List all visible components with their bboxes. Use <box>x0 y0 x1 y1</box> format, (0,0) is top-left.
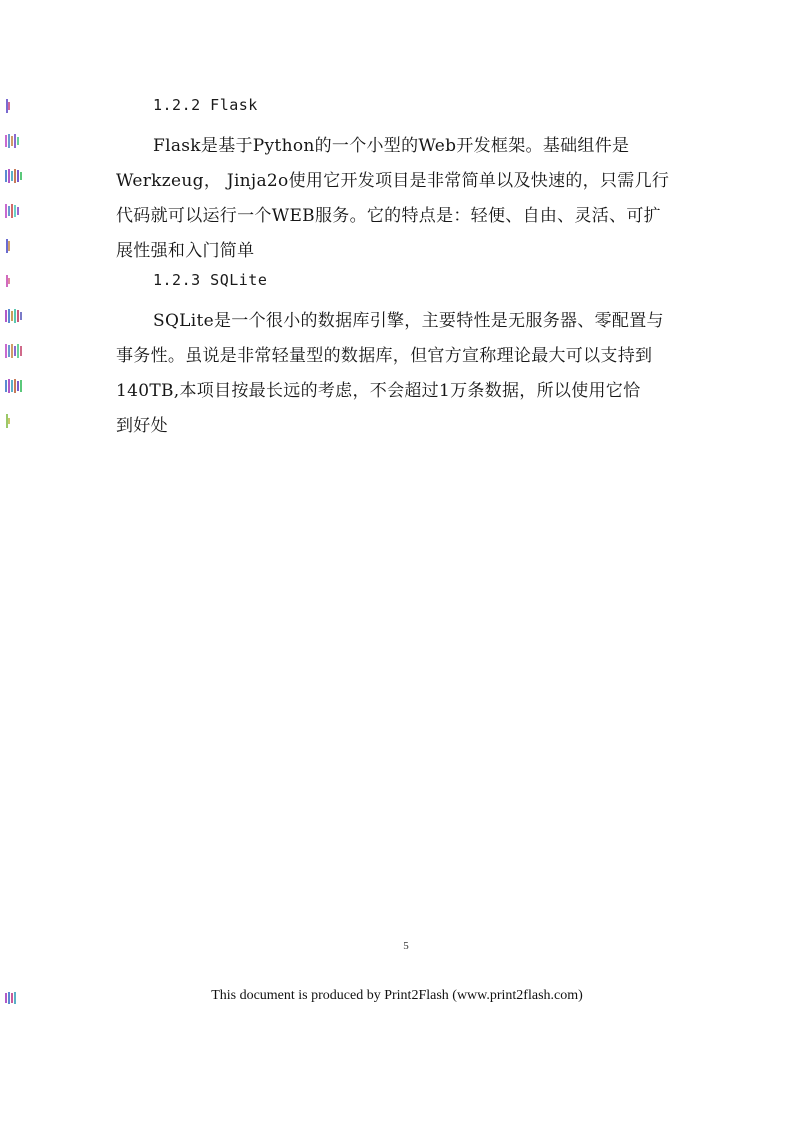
paragraph-line: Flask是基于Python的一个小型的Web开发框架。基础组件是 <box>153 136 630 156</box>
margin-artifact-mark <box>4 237 12 255</box>
margin-artifact-mark <box>4 202 20 220</box>
margin-artifact-mark <box>4 342 22 360</box>
footer-credit: This document is produced by Print2Flash (www.print2flash.com) <box>211 988 583 1003</box>
page-number: 5 <box>403 940 409 952</box>
margin-artifact-mark <box>4 97 12 115</box>
margin-artifact-mark <box>4 412 12 430</box>
section-heading-flask: 1.2.2 Flask <box>153 96 258 114</box>
section-heading-sqlite: 1.2.3 SQLite <box>153 271 268 289</box>
paragraph-line: 事务性。虽说是非常轻量型的数据库，但官方宣称理论最大可以支持到 <box>116 346 653 366</box>
paragraph-line: Werkzeug， Jinja2o使用它开发项目是非常简单以及快速的，只需几行 <box>116 171 670 191</box>
paragraph-line: 140TB,本项目按最长远的考虑，不会超过1万条数据，所以使用它恰 <box>116 381 641 401</box>
paragraph-line: 到好处 <box>116 416 168 436</box>
paragraph-line: 代码就可以运行一个WEB服务。它的特点是：轻便、自由、灵活、可扩 <box>116 206 661 226</box>
paragraph-line: SQLite是一个很小的数据库引擎，主要特性是无服务器、零配置与 <box>153 311 664 331</box>
margin-artifact-mark <box>4 272 12 290</box>
margin-artifact-mark <box>4 377 22 395</box>
paragraph-line: 展性强和入门简单 <box>116 241 255 261</box>
margin-artifact-mark <box>4 307 22 325</box>
margin-artifact-mark <box>4 132 20 150</box>
margin-artifact-mark <box>4 167 22 185</box>
